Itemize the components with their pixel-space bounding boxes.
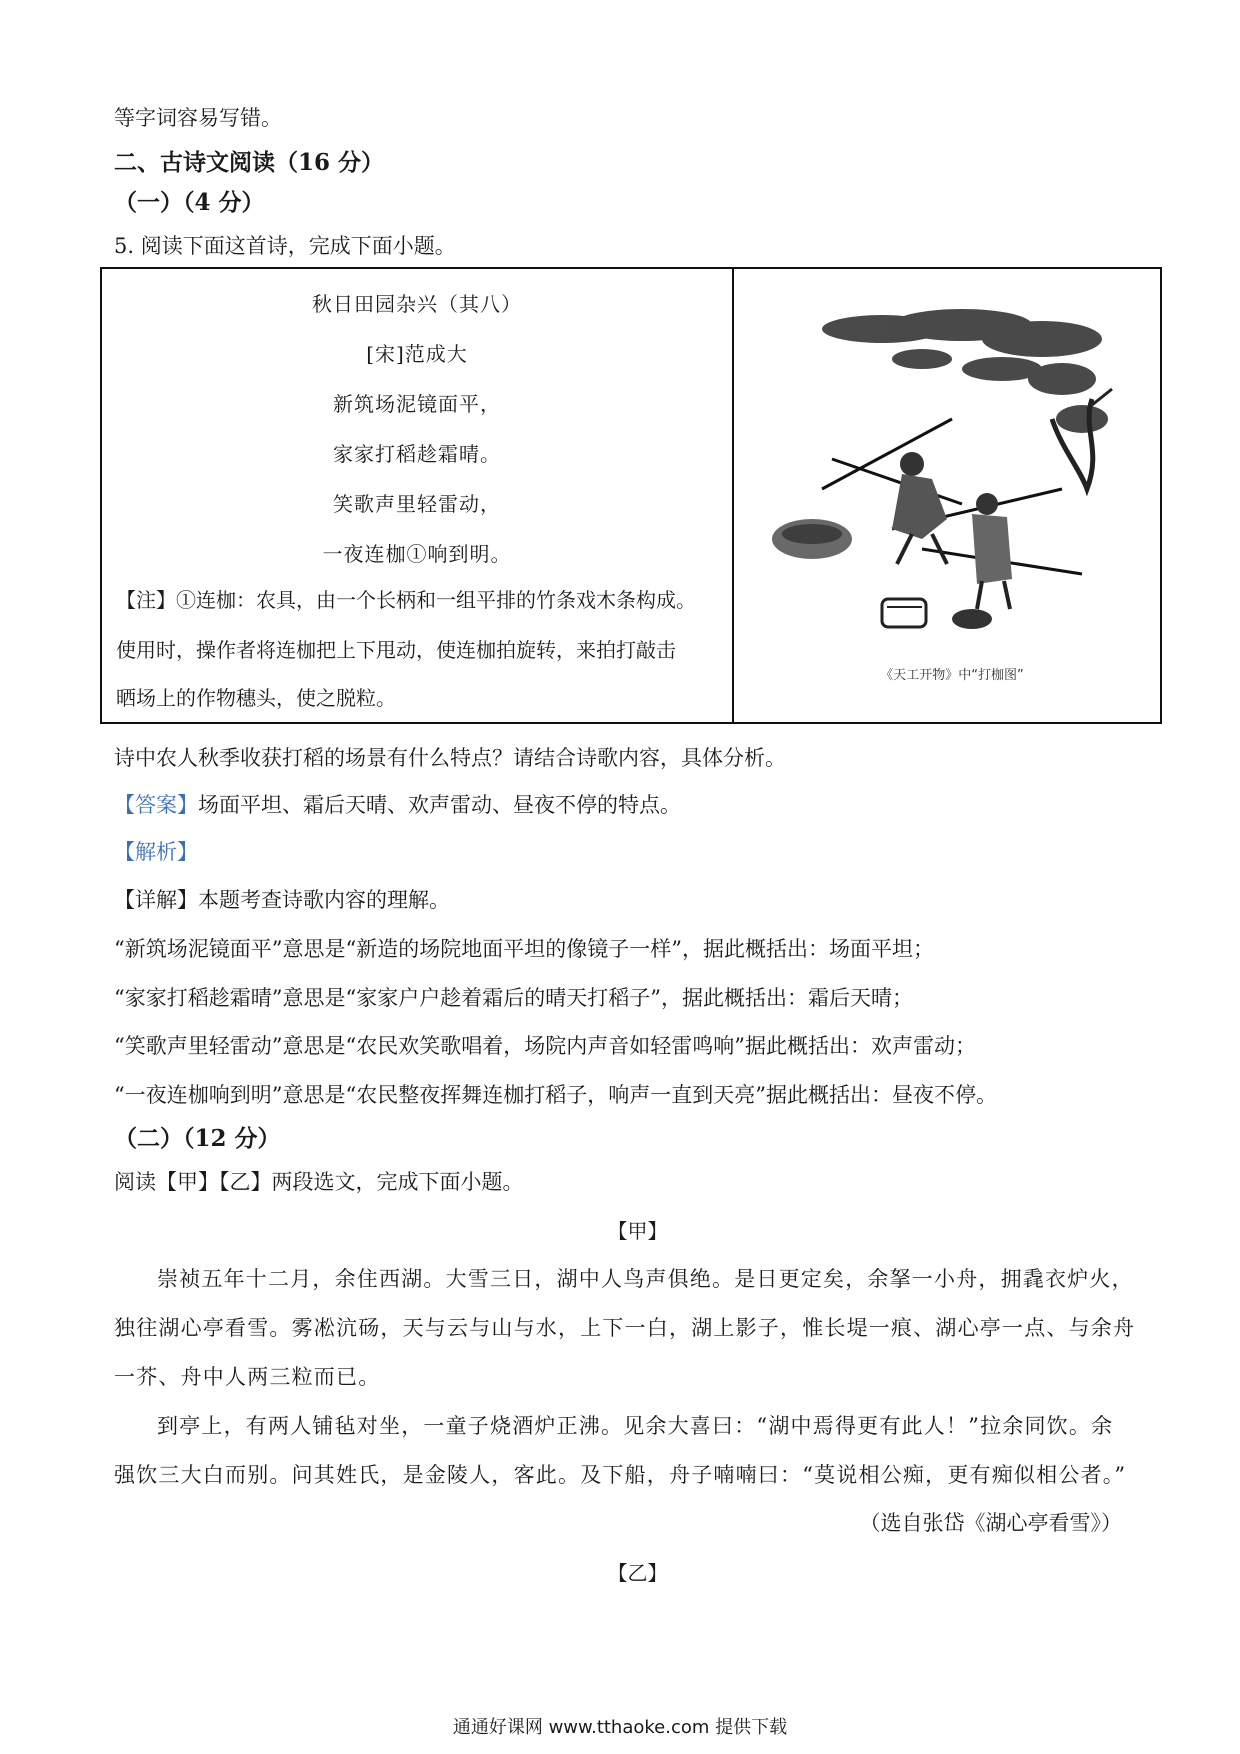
poem-note-line: 使用时，操作者将连枷把上下甩动，使连枷拍旋转，来拍打敲击 — [116, 638, 676, 662]
passage-jia-label: 【甲】 — [607, 1219, 668, 1243]
poem-note-line: 晒场上的作物穗头，使之脱粒。 — [116, 686, 396, 710]
section2-title: 二、古诗文阅读（16 分） — [114, 149, 385, 176]
poem-line: 家家打稻趁霜晴。 — [333, 442, 501, 466]
detail-line: “家家打稻趁霜晴”意思是“家家户户趁着霜后的晴天打稻子”，据此概括出：霜后天晴； — [114, 986, 913, 1010]
part2-prompt: 阅读【甲】【乙】两段选文，完成下面小题。 — [114, 1170, 524, 1194]
passage-jia-line: 一芥、舟中人两三粒而已。 — [114, 1365, 381, 1389]
illustration-caption: 《天工开物》中“打枷图” — [880, 668, 1024, 683]
passage-jia-line: 独往湖心亭看雪。雾凇沆砀，天与云与山与水，上下一白，湖上影子，惟长堤一痕、湖心亭一点、与余舟 — [114, 1316, 1136, 1340]
detail-line: “笑歌声里轻雷动”意思是“农民欢笑歌唱着，场院内声音如轻雷鸣响”据此概括出：欢声雷动； — [114, 1034, 976, 1058]
poem-title: 秋日田园杂兴（其八） — [312, 292, 522, 316]
poem-author: [宋]范成大 — [366, 342, 468, 366]
detail-line: 【详解】本题考查诗歌内容的理解。 — [114, 888, 450, 912]
threshing-illustration — [762, 289, 1142, 709]
passage-yi-label: 【乙】 — [607, 1561, 668, 1585]
detail-line: “一夜连枷响到明”意思是“农民整夜挥舞连枷打稻子，响声一直到天亮”据此概括出：昼夜不停。 — [114, 1083, 997, 1107]
answer-text: 场面平坦、霜后天晴、欢声雷动、昼夜不停的特点。 — [198, 793, 681, 817]
analysis-label: 【解析】 — [114, 840, 198, 864]
part1-title: （一）（4 分） — [114, 189, 265, 216]
continued-text: 等字词容易写错。 — [114, 106, 282, 130]
poem-table — [100, 267, 1162, 724]
passage-jia-line: 崇祯五年十二月，余住西湖。大雪三日，湖中人鸟声俱绝。是日更定矣，余拏一小舟，拥毳衣炉火， — [157, 1267, 1134, 1291]
footer-watermark: 通通好课网 www.tthaoke.com 提供下载 — [452, 1717, 788, 1738]
answer-label: 【答案】 — [114, 793, 198, 817]
passage-jia-line: 到亭上，有两人铺毡对坐，一童子烧酒炉正沸。见余大喜曰：“湖中焉得更有此人！”拉余同饮。余 — [157, 1414, 1114, 1438]
poem-line: 笑歌声里轻雷动， — [333, 492, 501, 516]
passage-jia-line: 强饮三大白而别。问其姓氏，是金陵人，客此。及下船，舟子喃喃曰：“莫说相公痴，更有痴似相公者。” — [114, 1463, 1127, 1487]
threshing-drawing — [762, 289, 1142, 649]
part2-title: （二）（12 分） — [114, 1125, 281, 1152]
poem-line: 一夜连枷①响到明。 — [322, 542, 512, 566]
answer-row — [114, 790, 681, 820]
poem-note-line: 【注】①连枷：农具，由一个长柄和一组平排的竹条戏木条构成。 — [116, 588, 696, 612]
question-5-prompt: 5. 阅读下面这首诗，完成下面小题。 — [114, 234, 456, 258]
table-divider — [732, 269, 734, 722]
detail-line: “新筑场泥镜面平”意思是“新造的场院地面平坦的像镜子一样”，据此概括出：场面平坦； — [114, 937, 934, 961]
poem-line: 新筑场泥镜面平， — [333, 392, 501, 416]
question-text: 诗中农人秋季收获打稻的场景有什么特点？请结合诗歌内容，具体分析。 — [114, 746, 786, 770]
passage-jia-source: （选自张岱《湖心亭看雪》） — [859, 1511, 1122, 1535]
